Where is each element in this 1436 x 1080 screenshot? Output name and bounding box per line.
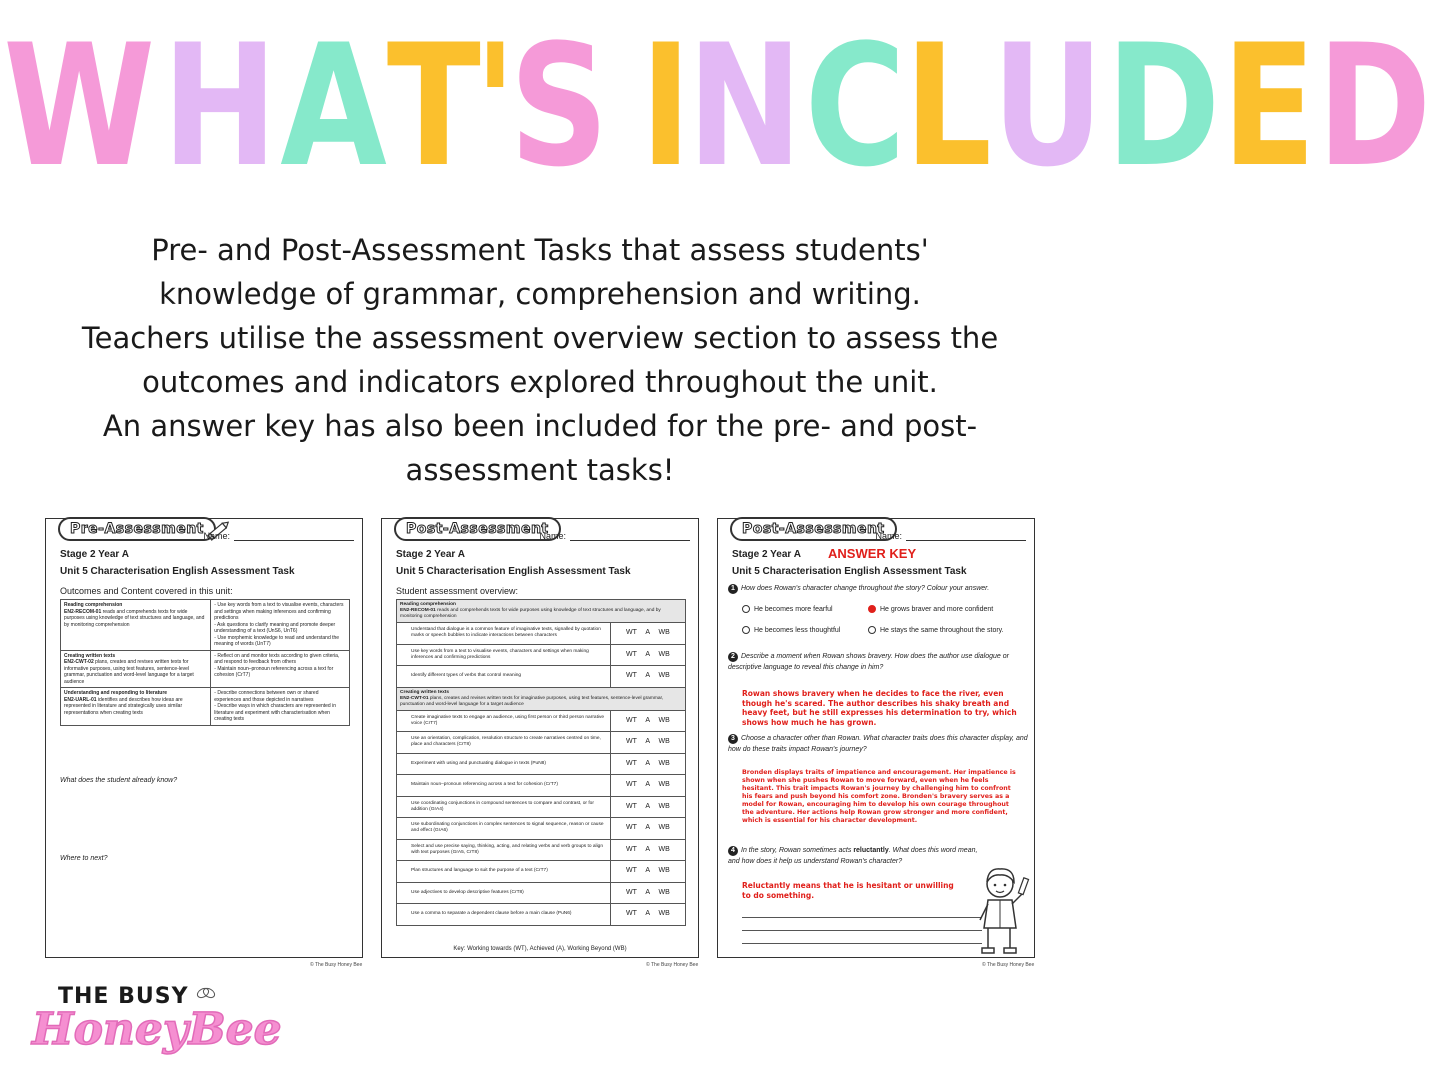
title-letter: E <box>1221 8 1321 204</box>
description-line: knowledge of grammar, comprehension and writing. <box>159 277 921 311</box>
radio-icon <box>742 626 750 634</box>
option-fearful: He becomes more fearful <box>742 605 833 613</box>
question-1: 1 How does Rowan's character change throughout the story? Colour your answer. <box>728 583 1028 594</box>
title-letter: D <box>1316 8 1436 204</box>
description-line: outcomes and indicators explored throughout the unit. <box>142 365 938 399</box>
table-row: Use a comma to separate a dependent clause before a main clause (PuN6) WT A WB <box>397 904 686 926</box>
copyright: © The Busy Honey Bee <box>646 962 699 968</box>
unit-title: Unit 5 Characterisation English Assessment Task <box>396 566 631 577</box>
option-braver: He grows braver and more confident <box>868 605 993 613</box>
table-row: Maintain noun–pronoun referencing across a text for cohesion (CrT7) WT A WB <box>397 775 686 797</box>
post-assessment-sheet <box>381 518 699 958</box>
table-row: Create imaginative texts to engage an audience, using first person or third person narrative voice (CrT7) WT A WB <box>397 710 686 732</box>
unit-title: Unit 5 Characterisation English Assessment Task <box>732 566 967 577</box>
description-line: An answer key has also been included for the pre- and post- <box>102 409 978 443</box>
option-same: He stays the same throughout the story. <box>868 626 1004 634</box>
table-row: Understanding and responding to literature EN2-UARL-01 identifies and describes how ideas are represented in literature and strategically uses similar representations when creating texts - Describe connections between own or shared experiences and those depicted in narratives - Describe ways in which characters are represented in literature and experiment with characterisation when creating texts <box>61 688 350 726</box>
section-row: Creating written texts EN2-CWT-01 plans, creates and revises written texts for imaginative purposes, using text features, sentence-level grammar, punctuation and word-level language for a target audience <box>397 687 686 710</box>
section-row: Reading comprehension EN2-RECOM-01 reads and comprehends texts for wide purposes using knowledge of text structures and language, and by monitoring comprehension <box>397 600 686 623</box>
table-row: Experiment with using and punctuating dialogue in texts (PuN8) WT A WB <box>397 753 686 775</box>
post-assessment-badge: Post-Assessment <box>730 517 897 541</box>
description <box>60 228 1020 492</box>
writing-line <box>742 930 982 931</box>
radio-selected-icon <box>868 605 876 613</box>
question-3: 3 Choose a character other than Rowan. What character traits does this character display, and how do these traits impact Rowan's journey? <box>728 735 1028 753</box>
answer-key-sheet <box>717 518 1035 958</box>
title-letter: T <box>386 8 486 204</box>
table-row: Identify different types of verbs that control meaning WT A WB <box>397 666 686 688</box>
table-row: Understand that dialogue is a common feature of imaginative texts, signalled by quotation marks or speech bubbles to indicate interactions between characters WT A WB <box>397 623 686 645</box>
page-title <box>0 8 1436 204</box>
table-row: Reading comprehension EN2-RECOM-01 reads and comprehends texts for wide purposes using knowledge of text structures and language, and by monitoring comprehension - Use key words from a text to visualise events, characters and settings when making inferences and confirming predictions - Ask questions to clarify meaning and promote deeper understanding of a text (UnS6, UnT6) - Use morphemic knowledge to read and understand the meaning of words (UnT7) <box>61 600 350 651</box>
radio-icon <box>742 605 750 613</box>
title-letter: S <box>509 8 614 204</box>
answer-2: Rowan shows bravery when he decides to face the river, even though he's scared. The author describes his shaky breath and heavy feet, but he still expresses his determination to try, which shows how much he has grown. <box>742 689 1017 727</box>
overview-table <box>396 599 686 926</box>
radio-icon <box>868 626 876 634</box>
bee-wing-icon <box>196 984 216 1004</box>
table-row: Use key words from a text to visualise events, characters and settings when making inferences and confirming predictions WT A WB <box>397 644 686 666</box>
title-letter: ' <box>473 8 521 204</box>
title-letter: A <box>280 8 392 204</box>
title-letter: D <box>1106 8 1226 204</box>
question-next: Where to next? <box>60 855 108 862</box>
logo-line-2: HoneyBee <box>32 1004 282 1055</box>
student-character-icon <box>974 864 1030 956</box>
answer-3: Bronden displays traits of impatience and encouragement. Her impatience is shown when she pushes Rowan to move forward, even when he feels hesitant. This trait impacts Rowan's journey by challenging him to confront his fears and push beyond his comfort zone. Bronden's bravery serves as a model for Rowan, encouraging him to develop his own courage throughout the adventure. Her actions help Rowan grow stronger and more confident, which is essential for his character development. <box>742 769 1016 824</box>
table-row: Use adjectives to develop descriptive features (CrT8) WT A WB <box>397 882 686 904</box>
copyright: © The Busy Honey Bee <box>310 962 363 968</box>
title-letter: W <box>3 8 161 204</box>
logo-line-1: THE BUSY <box>58 984 189 1009</box>
title-letter: C <box>804 8 911 204</box>
brand-logo <box>28 982 282 1068</box>
answer-key-label: ANSWER KEY <box>828 546 917 561</box>
unit-title: Unit 5 Characterisation English Assessment Task <box>60 566 295 577</box>
title-letter: L <box>904 8 997 204</box>
option-less-thoughtful: He becomes less thoughtful <box>742 626 840 634</box>
key-legend: Key: Working towards (WT), Achieved (A), Working Beyond (WB) <box>453 946 627 952</box>
name-field: Name: <box>539 531 690 541</box>
description-line: Pre- and Post-Assessment Tasks that assess students' <box>151 233 929 267</box>
name-field: Name: <box>875 531 1026 541</box>
description-line: Teachers utilise the assessment overview section to assess the <box>81 321 999 355</box>
title-letter: U <box>991 8 1109 204</box>
answer-4: Reluctantly means that he is hesitant or unwilling to do something. <box>742 881 954 900</box>
table-row: Use an orientation, complication, resolution structure to create narratives centred on time, place and characters (CrT8) WT A WB <box>397 732 686 754</box>
name-field: Name: <box>203 531 354 541</box>
question-2: 2 Describe a moment when Rowan shows bravery. How does the author use dialogue or descriptive language to reveal this change in him? <box>728 653 1009 671</box>
description-line: assessment tasks! <box>405 453 675 487</box>
question-4: 4 In the story, Rowan sometimes acts reluctantly. What does this word mean, and how does it help us understand Rowan's character? <box>728 847 978 865</box>
outcomes-table <box>60 599 350 726</box>
title-letter: I <box>639 8 696 204</box>
overview-subtitle: Student assessment overview: <box>396 586 519 596</box>
title-letter: H <box>162 8 283 204</box>
pre-assessment-badge: Pre-Assessment <box>58 517 216 541</box>
outcomes-subtitle: Outcomes and Content covered in this unit: <box>60 586 233 596</box>
table-row: Creating written texts EN2-CWT-02 plans, creates and revises written texts for informative purposes, using text features, sentence-level grammar, punctuation and word-level language for a target audience - Reflect on and monitor texts according to given criteria, and respond to feedback from others - Maintain noun–pronoun referencing across a text for cohesion (CrT7) <box>61 650 350 688</box>
writing-line <box>742 917 982 918</box>
pre-assessment-sheet <box>45 518 363 958</box>
writing-line <box>742 943 982 944</box>
table-row: Use coordinating conjunctions in compound sentences to compare and contrast, or for addition (GrA4) WT A WB <box>397 796 686 818</box>
stage-label: Stage 2 Year A <box>732 549 801 560</box>
table-row: Select and use precise saying, thinking, acting, and relating verbs and verb groups to align with text purposes (GrA5, CrT8) WT A WB <box>397 839 686 861</box>
stage-label: Stage 2 Year A <box>60 549 129 560</box>
stage-label: Stage 2 Year A <box>396 549 465 560</box>
question-know: What does the student already know? <box>60 777 178 784</box>
table-row: Use subordinating conjunctions in complex sentences to signal sequence, reason or cause and effect (GrA6) WT A WB <box>397 818 686 840</box>
table-row: Plan structures and language to suit the purpose of a text (CrT7) WT A WB <box>397 861 686 883</box>
copyright: © The Busy Honey Bee <box>982 962 1035 968</box>
title-letter: N <box>687 8 808 204</box>
post-assessment-badge: Post-Assessment <box>394 517 561 541</box>
